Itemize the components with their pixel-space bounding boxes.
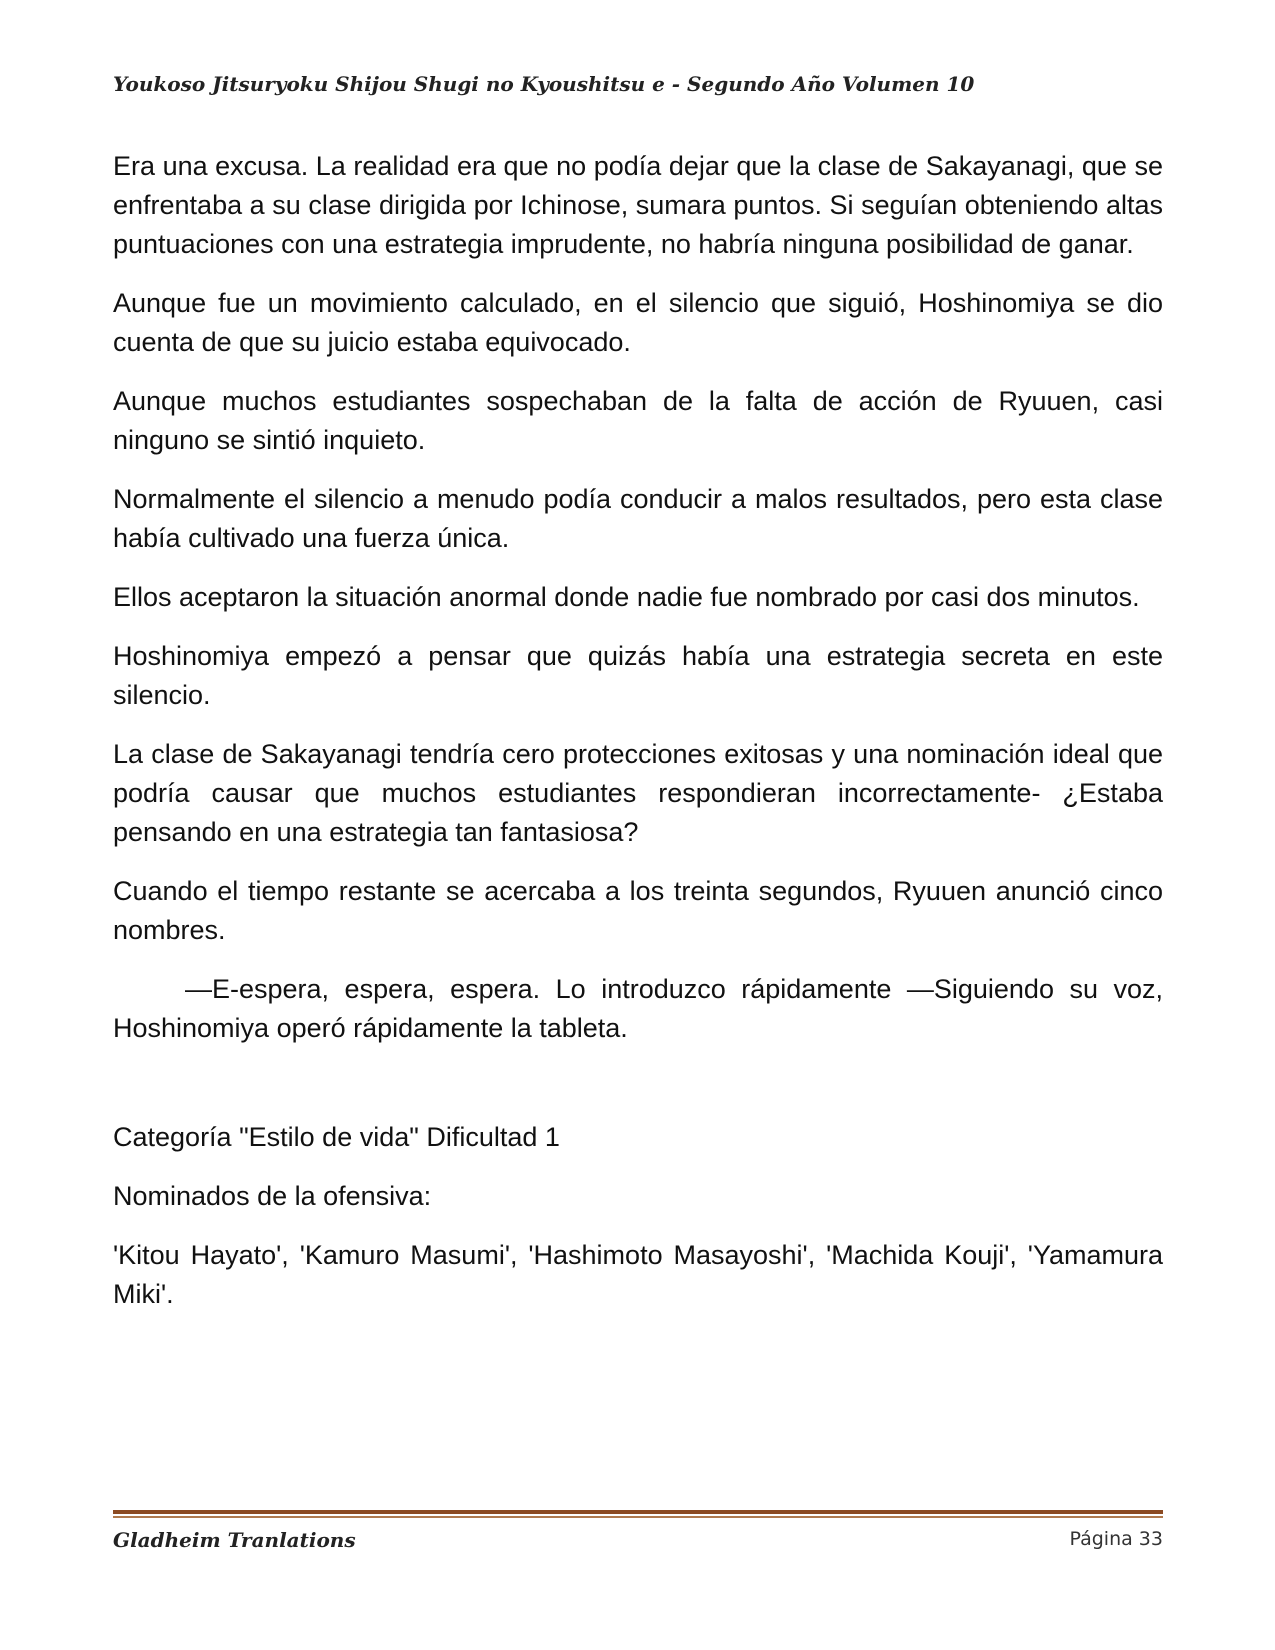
- dialogue-paragraph: —E-espera, espera, espera. Lo introduzco rápidamente —Siguiendo su voz, Hoshinomiya operó rápidamente la tableta.: [113, 974, 1163, 1043]
- page-body: [113, 147, 1163, 1334]
- footer-divider: [113, 1510, 1163, 1519]
- paragraph: La clase de Sakayanagi tendría cero protecciones exitosas y una nominación ideal que podría causar que muchos estudiantes respondieran incorrectamente- ¿Estaba pensando en una estrategia tan fantasiosa?: [113, 739, 1163, 847]
- nominees-heading: Nominados de la ofensiva:: [113, 1181, 432, 1211]
- footer-divider-thick: [113, 1510, 1163, 1514]
- paragraph: Normalmente el silencio a menudo podía conducir a malos resultados, pero esta clase había cultivado una fuerza única.: [113, 484, 1163, 553]
- paragraph: Ellos aceptaron la situación anormal donde nadie fue nombrado por casi dos minutos.: [113, 582, 1140, 612]
- footer-publisher: Gladheim Tranlations: [113, 1528, 356, 1552]
- paragraph: Cuando el tiempo restante se acercaba a los treinta segundos, Ryuuen anunció cinco nombres.: [113, 876, 1163, 945]
- paragraph: Aunque fue un movimiento calculado, en el silencio que siguió, Hoshinomiya se dio cuenta de que su juicio estaba equivocado.: [113, 288, 1163, 357]
- nominees-list: 'Kitou Hayato', 'Kamuro Masumi', 'Hashimoto Masayoshi', 'Machida Kouji', 'Yamamura Miki'.: [113, 1240, 1163, 1309]
- running-header: Youkoso Jitsuryoku Shijou Shugi no Kyoushitsu e - Segundo Año Volumen 10: [113, 72, 975, 96]
- paragraph: Hoshinomiya empezó a pensar que quizás había una estrategia secreta en este silencio.: [113, 641, 1163, 710]
- paragraph: Era una excusa. La realidad era que no podía dejar que la clase de Sakayanagi, que se enfrentaba a su clase dirigida por Ichinose, sumara puntos. Si seguían obteniendo altas puntuaciones con una estrategia imprudente, no habría ninguna posibilidad de ganar.: [113, 151, 1163, 259]
- category-line: Categoría "Estilo de vida" Dificultad 1: [113, 1122, 560, 1152]
- page-number: Página 33: [1069, 1528, 1163, 1550]
- footer-divider-thin: [113, 1516, 1163, 1518]
- paragraph: Aunque muchos estudiantes sospechaban de la falta de acción de Ryuuen, casi ninguno se sintió inquieto.: [113, 386, 1163, 455]
